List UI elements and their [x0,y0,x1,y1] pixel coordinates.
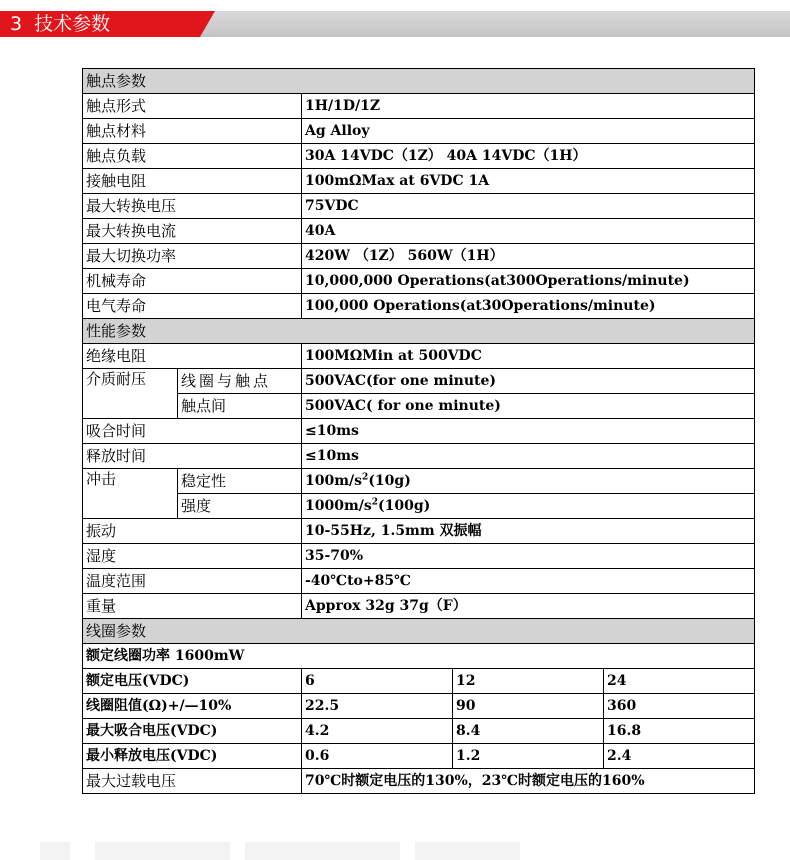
table-row [83,269,755,294]
section-title: 3 技术参数 [10,13,111,35]
row-label: 绝缘电阻 [83,344,302,369]
row-value: ≤10ms [302,419,755,444]
row-value: 100mΩMax at 6VDC 1A [302,169,755,194]
row-label: 湿度 [83,544,302,569]
row-value [302,494,755,519]
value-text: 100m/s [305,472,363,489]
table-row [83,644,755,669]
row-value: 8.4 [453,719,604,744]
row-value: 75VDC [302,194,755,219]
row-value: Approx 32g 37g（F） [302,594,755,619]
table-row [83,194,755,219]
row-value: 100MΩMin at 500VDC [302,344,755,369]
row-value: 420W （1Z） 560W（1H） [302,244,755,269]
row-value: 500VAC(for one minute) [302,369,755,394]
table-row [83,119,755,144]
row-label: 最大吸合电压(VDC) [83,719,302,744]
table-row [83,744,755,769]
table-row [83,94,755,119]
table-row [83,294,755,319]
row-value: 30A 14VDC（1Z） 40A 14VDC（1H） [302,144,755,169]
row-label: 最大过载电压 [83,769,302,794]
row-label: 触点负载 [83,144,302,169]
table-row [83,394,755,419]
row-value: 500VAC( for one minute) [302,394,755,419]
row-sublabel: 稳定性 [178,469,302,494]
table-row [83,244,755,269]
table-row [83,569,755,594]
table-row [83,519,755,544]
superscript: 2 [371,496,379,507]
row-label: 振动 [83,519,302,544]
value-text: 1000m/s [305,497,372,514]
table-row [83,144,755,169]
row-value: ≤10ms [302,444,755,469]
row-label: 最大切换功率 [83,244,302,269]
row-value: 1H/1D/1Z [302,94,755,119]
table-row [83,369,755,394]
row-label: 线圈阻值(Ω)+/—10% [83,694,302,719]
rated-power: 额定线圈功率 1600mW [83,644,755,669]
footer-tab [95,842,230,860]
row-label: 触点形式 [83,94,302,119]
footer-tab [415,842,520,860]
row-value: 2.4 [604,744,755,769]
row-value: 22.5 [302,694,453,719]
row-value: 100,000 Operations(at30Operations/minute) [302,294,755,319]
row-value: 12 [453,669,604,694]
row-value: 70℃时额定电压的130%，23℃时额定电压的160% [302,769,755,794]
row-label: 额定电压(VDC) [83,669,302,694]
table-row [83,594,755,619]
table-row [83,494,755,519]
footer-tabs [0,842,790,860]
row-label: 吸合时间 [83,419,302,444]
row-value: 10,000,000 Operations(at300Operations/minute) [302,269,755,294]
table-row [83,444,755,469]
row-label: 重量 [83,594,302,619]
table-row [83,769,755,794]
row-label: 接触电阻 [83,169,302,194]
row-value: 360 [604,694,755,719]
row-label: 电气寿命 [83,294,302,319]
row-label: 冲击 [83,469,178,519]
value-text: (100g) [378,497,431,514]
section-title-contact: 触点参数 [83,69,755,94]
table-row [83,219,755,244]
section-title-coil: 线圈参数 [83,619,755,644]
table-row [83,544,755,569]
row-value: 4.2 [302,719,453,744]
row-value: 6 [302,669,453,694]
value-text: (10g) [368,472,411,489]
row-label: 释放时间 [83,444,302,469]
row-value [302,469,755,494]
row-label: 机械寿命 [83,269,302,294]
footer-tab [40,842,70,860]
row-value: Ag Alloy [302,119,755,144]
row-value: 1.2 [453,744,604,769]
row-value: 90 [453,694,604,719]
footer-tab [245,842,400,860]
row-value: 35-70% [302,544,755,569]
row-value: -40℃to+85℃ [302,569,755,594]
row-sublabel: 强度 [178,494,302,519]
row-value: 24 [604,669,755,694]
row-sublabel: 线圈与触点 [178,369,302,394]
section-row-contact [83,69,755,94]
section-row-coil [83,619,755,644]
row-value: 10-55Hz, 1.5mm 双振幅 [302,519,755,544]
table-row [83,694,755,719]
row-sublabel: 触点间 [178,394,302,419]
table-row [83,719,755,744]
table-row [83,469,755,494]
table-row [83,169,755,194]
superscript: 2 [362,471,369,482]
row-value: 0.6 [302,744,453,769]
row-label: 最大转换电流 [83,219,302,244]
row-label: 介质耐压 [83,369,178,419]
table-row [83,419,755,444]
table-row [83,669,755,694]
table-row [83,344,755,369]
row-value: 16.8 [604,719,755,744]
row-value: 40A [302,219,755,244]
spec-table [82,68,755,794]
row-label: 最小释放电压(VDC) [83,744,302,769]
section-title-performance: 性能参数 [83,319,755,344]
row-label: 触点材料 [83,119,302,144]
section-row-performance [83,319,755,344]
row-label: 最大转换电压 [83,194,302,219]
row-label: 温度范围 [83,569,302,594]
